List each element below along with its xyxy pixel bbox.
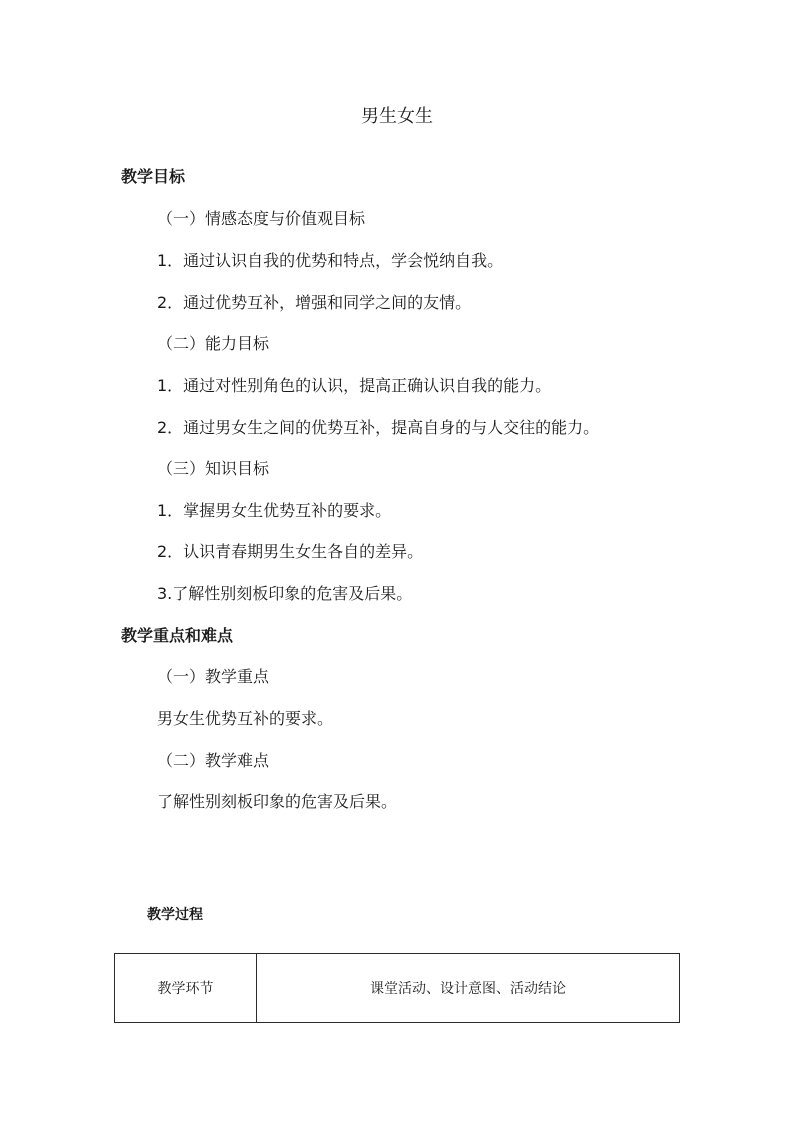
objective-item: 1．掌握男女生优势互补的要求。 [157, 501, 392, 520]
key-point-item: 男女生优势互补的要求。 [157, 709, 334, 728]
objective-item: 2．认识青春期男生女生各自的差异。 [157, 542, 424, 561]
difficulty-item: 了解性别刻板印象的危害及后果。 [157, 792, 398, 811]
objective-item: 1．通过认识自我的优势和特点，学会悦纳自我。 [157, 251, 504, 270]
page-title: 男生女生 [361, 106, 433, 127]
objective-subheading-ability: （二）能力目标 [157, 334, 270, 353]
objective-item: 2．通过优势互补，增强和同学之间的友情。 [157, 293, 472, 312]
objective-subheading-knowledge: （三）知识目标 [157, 459, 270, 478]
objective-subheading-emotion: （一）情感态度与价值观目标 [157, 209, 366, 228]
section-heading-key-points: 教学重点和难点 [121, 626, 234, 645]
objective-item: 1．通过对性别角色的认识，提高正确认识自我的能力。 [157, 376, 552, 395]
table-header-cell: 教学环节 [115, 954, 257, 1023]
table-row [115, 954, 680, 1023]
table-header-cell: 课堂活动、设计意图、活动结论 [257, 954, 680, 1023]
section-heading-objectives: 教学目标 [121, 167, 186, 186]
key-point-subheading: （一）教学重点 [157, 667, 270, 686]
process-table [114, 953, 680, 1023]
difficulty-subheading: （二）教学难点 [157, 751, 270, 770]
process-heading: 教学过程 [147, 907, 203, 923]
objective-item: 2．通过男女生之间的优势互补，提高自身的与人交往的能力。 [157, 418, 600, 437]
objective-item: 3.了解性别刻板印象的危害及后果。 [157, 584, 413, 603]
